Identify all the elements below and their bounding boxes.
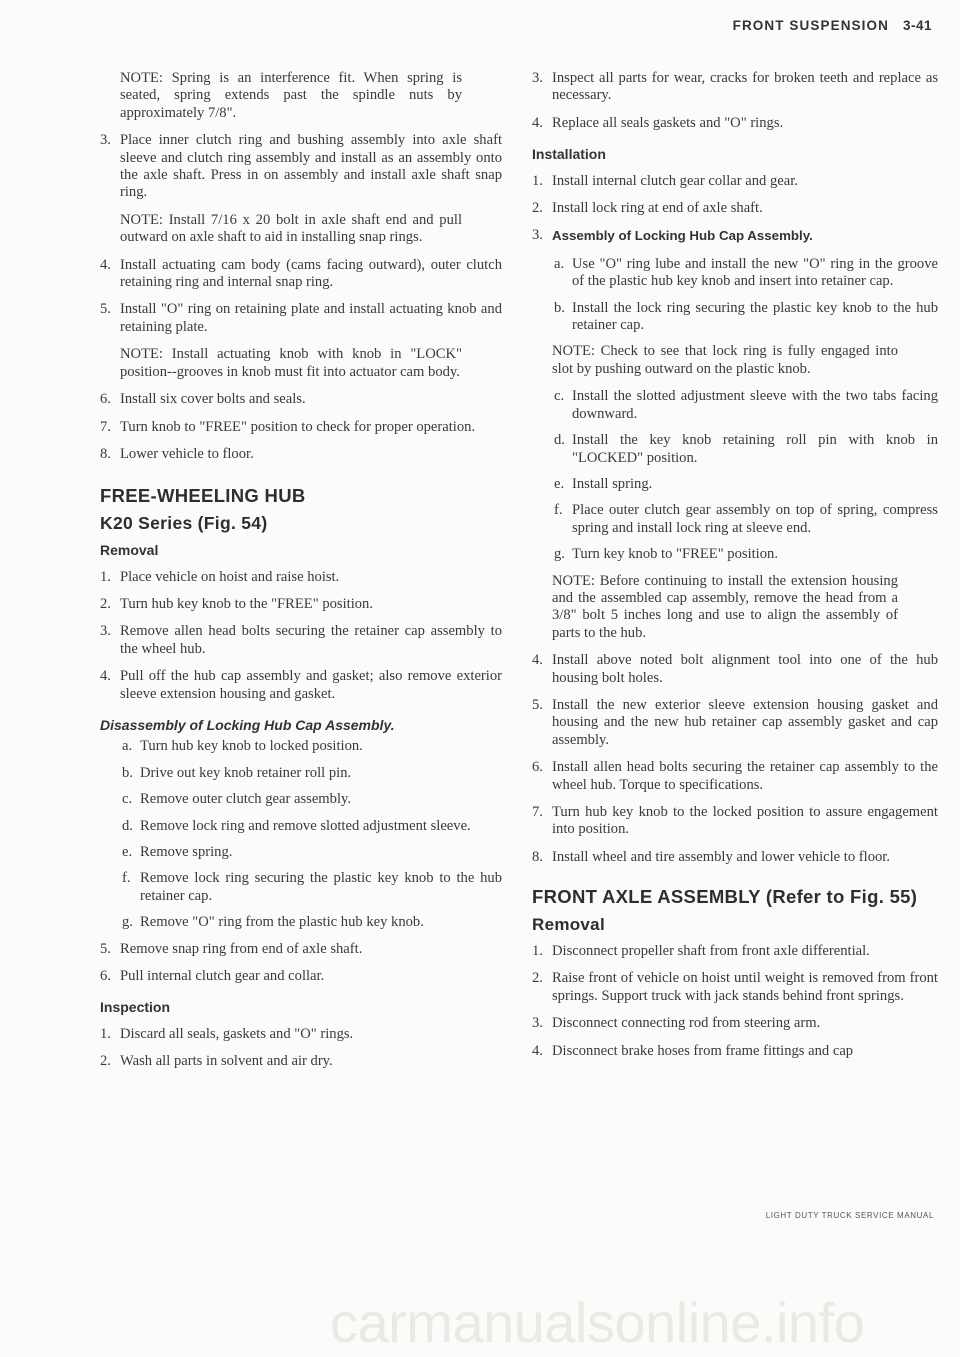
item-text: Wash all parts in solvent and air dry. xyxy=(120,1053,333,1070)
list-item xyxy=(100,419,502,436)
item-text: Install six cover bolts and seals. xyxy=(120,391,306,408)
item-number: 8. xyxy=(532,848,543,865)
item-number: 1. xyxy=(100,1025,111,1042)
item-text: Install actuating cam body (cams facing outward), outer clutch retaining ring and internal snap ring. xyxy=(120,256,502,291)
watermark: carmanualsonline.info xyxy=(330,1291,865,1354)
item-letter: f. xyxy=(554,502,563,519)
list-item xyxy=(100,301,502,336)
list-item xyxy=(100,391,502,408)
item-letter: e. xyxy=(122,844,133,860)
item-number: 7. xyxy=(100,418,111,435)
item-text: Disconnect brake hoses from frame fittings and cap xyxy=(552,1042,854,1059)
item-text: Install above noted bolt alignment tool into one of the hub housing bolt holes. xyxy=(552,652,938,686)
item-number: 4. xyxy=(532,1042,543,1059)
list-item xyxy=(100,968,502,985)
list-item xyxy=(100,1053,502,1070)
item-letter: e. xyxy=(554,475,565,492)
item-text: Remove lock ring securing the plastic key knob to the hub retainer cap. xyxy=(140,870,502,904)
item-text: Install the new exterior sleeve extension housing gasket and housing and the new hub retainer cap assembly gasket and cap assembly. xyxy=(552,696,938,748)
item-number: 6. xyxy=(532,759,543,776)
list-item xyxy=(532,70,938,105)
item-text: Place outer clutch gear assembly on top of spring, compress spring and install lock ring at sleeve end. xyxy=(572,502,938,536)
item-text: Turn knob to "FREE" position to check for proper operation. xyxy=(120,418,476,435)
list-item xyxy=(532,970,938,1005)
subsection-heading: Removal xyxy=(532,914,605,934)
right-column xyxy=(532,70,938,1070)
sub-item xyxy=(532,300,938,335)
list-item xyxy=(100,132,502,202)
item-letter: g. xyxy=(122,914,133,931)
section-heading: FRONT AXLE ASSEMBLY (Refer to Fig. 55) xyxy=(532,886,918,908)
item-text: Remove snap ring from end of axle shaft. xyxy=(120,940,363,957)
item-text: Lower vehicle to floor. xyxy=(120,445,254,462)
item-number: 2. xyxy=(532,200,543,217)
item-text: Turn hub key knob to locked position. xyxy=(140,738,363,755)
sub-item xyxy=(532,476,938,493)
item-letter: f. xyxy=(122,870,131,887)
list-item xyxy=(532,697,938,749)
list-item xyxy=(532,1043,938,1060)
sub-item xyxy=(100,738,502,755)
item-text: Inspect all parts for wear, cracks for broken teeth and replace as necessary. xyxy=(552,70,938,104)
list-item xyxy=(532,115,938,132)
page-footer: LIGHT DUTY TRUCK SERVICE MANUAL xyxy=(765,1211,934,1220)
item-letter: d. xyxy=(554,432,565,449)
item-number: 3. xyxy=(532,227,543,244)
item-letter: b. xyxy=(554,299,565,316)
item-number: 5. xyxy=(532,696,543,713)
note-paragraph: NOTE: Install 7/16 x 20 bolt in axle shaft end and pull outward on axle shaft to aid in installing snap rings. xyxy=(120,211,462,246)
item-letter: a. xyxy=(122,738,133,755)
list-item xyxy=(532,759,938,794)
sub-item xyxy=(532,546,938,563)
item-number: 4. xyxy=(100,668,111,685)
item-text: Turn hub key knob to the locked position to assure engagement into position. xyxy=(552,804,938,838)
sub-item xyxy=(532,502,938,537)
subsection-heading: Installation xyxy=(532,146,606,163)
list-item xyxy=(532,200,938,217)
item-text: Disconnect propeller shaft from front axle differential. xyxy=(552,943,870,960)
section-subheading: K20 Series (Fig. 54) xyxy=(100,512,268,533)
sub-item xyxy=(100,870,502,905)
item-text: Remove spring. xyxy=(140,844,233,860)
item-number: 8. xyxy=(100,445,111,462)
list-item xyxy=(532,943,938,960)
item-number: 3. xyxy=(100,623,111,640)
item-number: 2. xyxy=(100,1053,111,1070)
list-item xyxy=(532,227,938,245)
sub-item xyxy=(100,818,502,835)
item-letter: g. xyxy=(554,546,565,563)
list-item xyxy=(532,1015,938,1032)
item-text: Place inner clutch ring and bushing assembly into axle shaft sleeve and clutch ring assembly and install as an assembly onto the axle shaft. Press in on assembly and install axle shaft snap ring. xyxy=(120,132,502,201)
note-paragraph: NOTE: Before continuing to install the extension housing and the assembled cap assembly, remove the head from a 3/8" bolt 5 inches long and use to align the assembly of parts to the hub. xyxy=(552,572,898,641)
list-item xyxy=(100,446,502,463)
item-text: Turn key knob to "FREE" position. xyxy=(572,546,778,563)
list-item xyxy=(100,257,502,292)
item-text: Raise front of vehicle on hoist until weight is removed from front springs. Support truck with jack stands behind front springs. xyxy=(552,970,938,1004)
item-text: Place vehicle on hoist and raise hoist. xyxy=(120,568,340,585)
item-text: Install the key knob retaining roll pin with knob in "LOCKED" position. xyxy=(572,432,938,466)
subsection-heading: Inspection xyxy=(100,999,171,1016)
item-text: Use "O" ring lube and install the new "O" ring in the groove of the plastic hub key knob and insert into retainer cap. xyxy=(572,255,938,290)
item-number: 6. xyxy=(100,968,111,985)
item-number: 7. xyxy=(532,804,543,820)
item-number: 3. xyxy=(532,70,543,86)
item-letter: a. xyxy=(554,255,565,272)
item-text: Discard all seals, gaskets and "O" rings. xyxy=(120,1025,354,1042)
item-text: Install internal clutch gear collar and gear. xyxy=(552,172,798,189)
list-item xyxy=(100,941,502,958)
item-letter: b. xyxy=(122,764,133,781)
item-text: Assembly of Locking Hub Cap Assembly. xyxy=(552,228,813,244)
item-number: 2. xyxy=(532,970,543,987)
item-number: 1. xyxy=(100,568,111,585)
sub-item xyxy=(100,844,502,861)
item-text: Install wheel and tire assembly and lower vehicle to floor. xyxy=(552,848,890,865)
item-text: Remove allen head bolts securing the retainer cap assembly to the wheel hub. xyxy=(120,623,502,657)
list-item xyxy=(100,596,502,613)
item-text: Install the lock ring securing the plastic key knob to the hub retainer cap. xyxy=(572,299,938,334)
item-number: 1. xyxy=(532,172,543,189)
list-item xyxy=(100,623,502,658)
sub-item xyxy=(100,791,502,808)
list-item xyxy=(532,173,938,190)
item-text: Install the slotted adjustment sleeve with the two tabs facing downward. xyxy=(572,388,938,422)
page-number: 3-41 xyxy=(902,18,932,33)
item-text: Replace all seals gaskets and "O" rings. xyxy=(552,114,784,131)
item-text: Install spring. xyxy=(572,475,653,492)
item-number: 5. xyxy=(100,940,111,957)
item-text: Drive out key knob retainer roll pin. xyxy=(140,764,352,781)
list-item xyxy=(100,569,502,586)
item-number: 3. xyxy=(532,1015,543,1032)
sub-item xyxy=(100,765,502,782)
section-heading: FREE-WHEELING HUB xyxy=(100,485,306,507)
item-number: 1. xyxy=(532,943,543,960)
item-text: Remove outer clutch gear assembly. xyxy=(140,791,351,808)
item-number: 3. xyxy=(100,132,111,149)
subsection-heading: Disassembly of Locking Hub Cap Assembly. xyxy=(100,716,395,733)
list-item xyxy=(532,849,938,866)
item-text: Install lock ring at end of axle shaft. xyxy=(552,200,763,217)
item-letter: c. xyxy=(554,388,565,405)
list-item xyxy=(532,652,938,687)
page-header xyxy=(733,18,932,33)
sub-item xyxy=(100,914,502,931)
left-column xyxy=(100,70,502,1081)
item-text: Pull off the hub cap assembly and gasket; also remove exterior sleeve extension housing and gasket. xyxy=(120,668,502,702)
item-text: Turn hub key knob to the "FREE" position. xyxy=(120,595,373,612)
list-item xyxy=(100,1026,502,1043)
item-number: 4. xyxy=(100,256,111,273)
item-text: Remove "O" ring from the plastic hub key knob. xyxy=(140,914,424,931)
item-text: Pull internal clutch gear and collar. xyxy=(120,968,325,985)
item-number: 4. xyxy=(532,114,543,131)
sub-item xyxy=(532,388,938,423)
section-title: FRONT SUSPENSION xyxy=(732,18,889,33)
item-number: 5. xyxy=(100,301,111,318)
item-number: 2. xyxy=(100,595,111,612)
list-item xyxy=(532,804,938,839)
item-letter: c. xyxy=(122,791,133,808)
sub-item xyxy=(532,256,938,291)
note-paragraph: NOTE: Check to see that lock ring is fully engaged into slot by pushing outward on the plastic knob. xyxy=(552,343,898,377)
subsection-heading: Removal xyxy=(100,542,159,559)
item-text: Remove lock ring and remove slotted adjustment sleeve. xyxy=(140,817,471,834)
item-text: Install allen head bolts securing the retainer cap assembly to the wheel hub. Torque to specifications. xyxy=(552,759,938,793)
item-text: Disconnect connecting rod from steering arm. xyxy=(552,1015,821,1032)
item-text: Install "O" ring on retaining plate and install actuating knob and retaining plate. xyxy=(120,301,502,335)
item-number: 6. xyxy=(100,391,111,408)
item-letter: d. xyxy=(122,817,133,834)
note-paragraph: NOTE: Install actuating knob with knob in "LOCK" position--grooves in knob must fit into actuator cam body. xyxy=(120,346,462,380)
note-paragraph: NOTE: Spring is an interference fit. When spring is seated, spring extends past the spindle nuts by approximately 7/8". xyxy=(120,70,462,121)
sub-item xyxy=(532,432,938,467)
list-item xyxy=(100,668,502,703)
item-number: 4. xyxy=(532,652,543,669)
